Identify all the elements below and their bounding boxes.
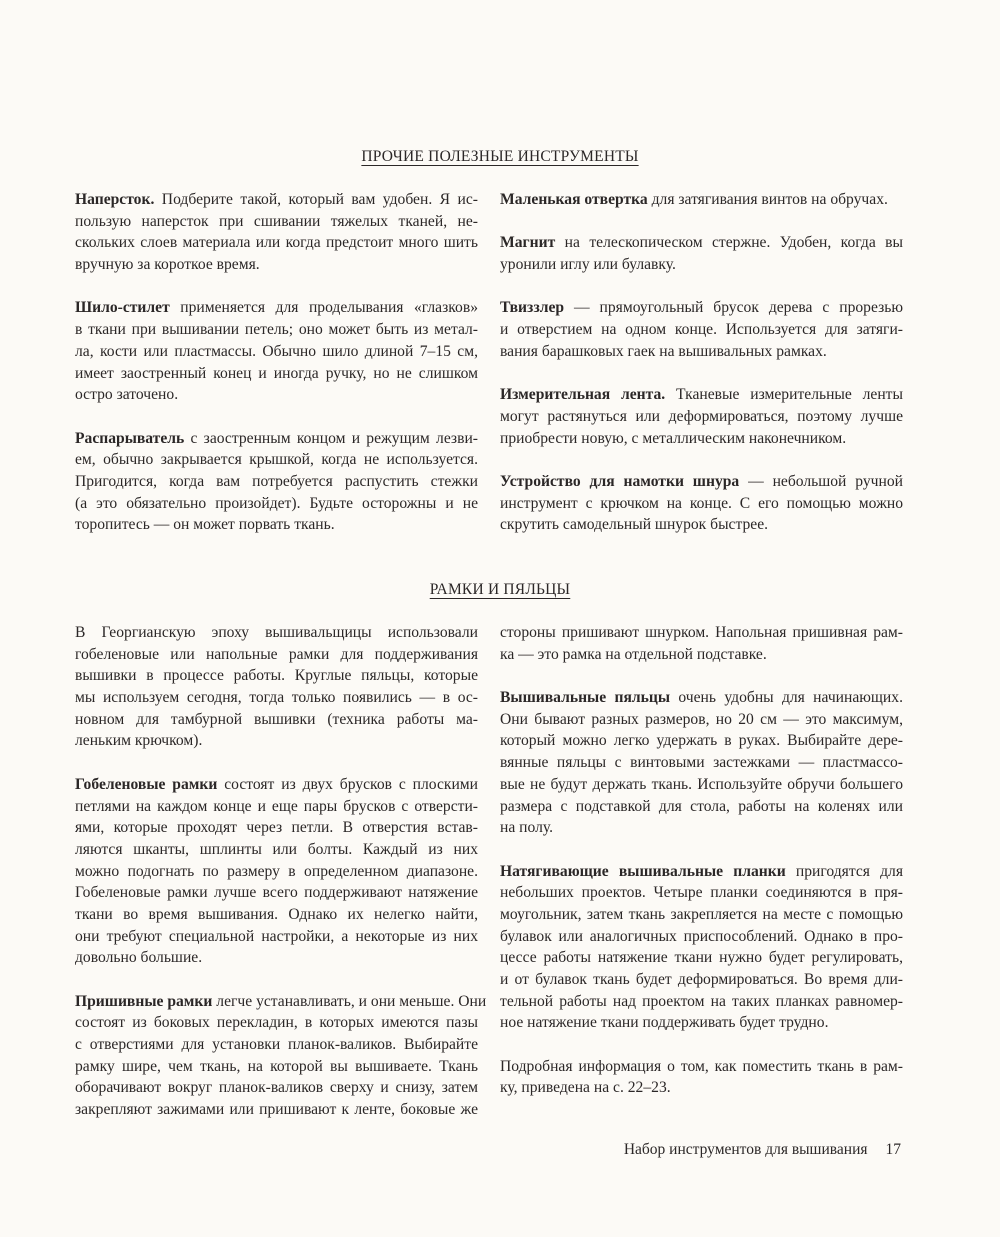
line-text: они требуют специальной настройки, а некоторые из них bbox=[75, 927, 478, 945]
line-text: состоят из двух брусков с плоскими bbox=[217, 775, 478, 793]
text-line bbox=[500, 1077, 903, 1099]
text-line bbox=[75, 363, 478, 385]
line-text: ное натяжение ткани поддерживать будет трудно. bbox=[500, 1014, 829, 1032]
line-text: и от булавок ткань будет деформироваться. Во время дли- bbox=[500, 971, 903, 988]
text-line bbox=[500, 319, 903, 341]
line-text: тельной работы над проектом на таких планках равномер- bbox=[500, 992, 903, 1010]
line-text: булавок или аналогичных приспособлений. Однако в про- bbox=[500, 927, 903, 945]
line-text: Пригодится, когда вам потребуется распустить стежки bbox=[75, 472, 478, 490]
line-text: можно подогнать по размеру в определенном диапазоне. bbox=[75, 862, 478, 880]
text-line bbox=[75, 471, 478, 493]
line-text: вянные пяльцы с винтовыми застежками — пластмассо- bbox=[500, 754, 903, 772]
line-text: ями, которые проходят через петли. В отверстия встав- bbox=[75, 819, 478, 837]
line-text: на полу. bbox=[500, 819, 554, 837]
term-heading: Распарыватель bbox=[75, 429, 185, 447]
text-line bbox=[75, 319, 478, 341]
text-line bbox=[500, 774, 903, 796]
text-line bbox=[500, 406, 903, 428]
text-line bbox=[500, 297, 903, 319]
text-line bbox=[75, 774, 478, 796]
text-line bbox=[500, 384, 903, 406]
text-line bbox=[75, 211, 478, 233]
line-text: небольших проектов. Четыре планки соединяются в пря- bbox=[500, 884, 903, 902]
text-line bbox=[500, 796, 903, 818]
text-line bbox=[75, 709, 478, 731]
section-2-left-column bbox=[75, 622, 487, 1143]
text-line bbox=[75, 839, 478, 861]
paragraph bbox=[500, 622, 903, 665]
paragraph bbox=[500, 189, 903, 211]
text-line bbox=[75, 449, 478, 471]
line-text: ка — это рамка на отдельной подставке. bbox=[500, 645, 767, 663]
line-text: очень удобны для начинающих. bbox=[670, 689, 903, 707]
text-line bbox=[75, 1099, 478, 1121]
line-text: и отверстием на одном конце. Используется для затяги- bbox=[500, 321, 903, 339]
paragraph bbox=[75, 991, 487, 1121]
text-line bbox=[500, 493, 903, 515]
paragraph bbox=[75, 622, 478, 752]
paragraph bbox=[500, 687, 903, 839]
line-text: ем, обычно закрывается крышкой, когда не используется. bbox=[75, 451, 478, 469]
line-text: ку, приведена на с. 22–23. bbox=[500, 1079, 671, 1097]
term-heading: Маленькая отвертка bbox=[500, 191, 648, 208]
text-line bbox=[75, 817, 478, 839]
text-line bbox=[75, 297, 478, 319]
text-line bbox=[500, 926, 903, 948]
term-heading: Вышивальные пяльцы bbox=[500, 689, 671, 707]
line-text: моугольник, затем ткань закрепляется на месте с помощью bbox=[500, 905, 903, 923]
text-line bbox=[500, 1012, 903, 1034]
line-text: в ткани при вышивании петель; оно может быть из метал- bbox=[75, 321, 478, 339]
page-footer bbox=[624, 1141, 901, 1159]
term-heading: Пришивные рамки bbox=[75, 992, 213, 1010]
paragraph bbox=[500, 861, 903, 1035]
line-text: стороны пришивают шнурком. Напольная пришивная рам- bbox=[500, 624, 903, 641]
text-line bbox=[500, 428, 903, 450]
term-heading: Магнит bbox=[500, 234, 556, 252]
text-line bbox=[500, 752, 903, 774]
line-text: состоят из боковых перекладин, в которых имеются пазы bbox=[75, 1014, 478, 1032]
section-2-right-column bbox=[500, 622, 903, 1121]
line-text: — прямоугольный брусок дерева с прорезью bbox=[564, 299, 903, 317]
line-text: — небольшой ручной bbox=[739, 472, 903, 490]
line-text: инструмент с крючком на конце. С его помощью можно bbox=[500, 494, 903, 512]
paragraph bbox=[500, 471, 903, 536]
line-text: уронили иглу или булавку. bbox=[500, 256, 676, 274]
line-text: остро заточено. bbox=[75, 386, 179, 404]
page-number: 17 bbox=[885, 1141, 901, 1158]
line-text: торопитесь — он может порвать ткань. bbox=[75, 516, 335, 534]
line-text: Тканевые измерительные ленты bbox=[665, 386, 903, 404]
text-line bbox=[75, 341, 478, 363]
line-text: вручную за короткое время. bbox=[75, 256, 260, 274]
line-text: леньким крючком). bbox=[75, 732, 203, 750]
paragraph bbox=[500, 384, 903, 449]
term-heading: Наперсток. bbox=[75, 191, 155, 208]
section-heading-other-tools: ПРОЧИЕ ПОЛЕЗНЫЕ ИНСТРУМЕНТЫ bbox=[361, 148, 639, 165]
line-text: оборачивают вокруг планок-валиков сверху и снизу, затем bbox=[75, 1079, 478, 1097]
line-text: закрепляют зажимами или пришивают к ленте, боковые же bbox=[75, 1101, 478, 1119]
line-text: ткани во время вышивания. Однако их нелегко найти, bbox=[75, 905, 478, 923]
text-line bbox=[75, 665, 478, 687]
paragraph bbox=[75, 774, 478, 969]
line-text: ла, кости или пластмассы. Обычно шило длиной 7–15 см, bbox=[75, 342, 478, 360]
text-line bbox=[75, 947, 478, 969]
line-text: рамку шире, чем ткань, на которой вы вышиваете. Ткань bbox=[75, 1057, 478, 1075]
line-text: В Георгианскую эпоху вышивальщицы использовали bbox=[75, 624, 478, 641]
line-text: пользую наперсток при сшивании тяжелых тканей, не- bbox=[75, 212, 478, 230]
text-line bbox=[500, 232, 903, 254]
text-line bbox=[75, 926, 478, 948]
line-text: гобеленовые или напольные рамки для поддерживания bbox=[75, 645, 478, 663]
text-line bbox=[500, 947, 903, 969]
text-line bbox=[500, 644, 903, 666]
section-1-right-column bbox=[500, 189, 903, 558]
section-1-left-column bbox=[75, 189, 478, 558]
text-line bbox=[75, 1056, 478, 1078]
term-heading: Твиззлер bbox=[500, 299, 565, 317]
text-line bbox=[500, 254, 903, 276]
line-text: ляются шканты, шплинты или болты. Каждый из них bbox=[75, 840, 478, 858]
paragraph bbox=[500, 232, 903, 275]
text-line bbox=[75, 254, 478, 276]
text-line bbox=[75, 861, 478, 883]
text-line bbox=[500, 189, 903, 211]
text-line bbox=[75, 189, 478, 211]
paragraph bbox=[75, 297, 478, 405]
line-text: могут растянуться или деформироваться, поэтому лучше bbox=[500, 407, 903, 425]
line-text: с заостренным концом и режущим лезви- bbox=[184, 429, 478, 447]
text-line bbox=[500, 1056, 903, 1078]
text-line bbox=[75, 493, 478, 515]
line-text: вышивки в процессе работы. Круглые пяльцы, которые bbox=[75, 667, 478, 685]
text-line bbox=[75, 1012, 478, 1034]
text-line bbox=[75, 232, 478, 254]
text-line bbox=[75, 428, 478, 450]
line-text: мы используем сегодня, тогда только появились — в ос- bbox=[75, 689, 478, 707]
text-line bbox=[500, 904, 903, 926]
line-text: на телескопическом стержне. Удобен, когда вы bbox=[555, 234, 903, 252]
line-text: Гобеленовые рамки лучше всего поддерживают натяжение bbox=[75, 884, 478, 902]
line-text: довольно большие. bbox=[75, 949, 203, 967]
paragraph bbox=[75, 189, 478, 276]
text-line bbox=[500, 341, 903, 363]
line-text: цессе работы натяжение ткани нужно будет регулировать, bbox=[500, 949, 903, 967]
line-text: для затягивания винтов на обручах. bbox=[647, 191, 888, 208]
text-line bbox=[500, 991, 903, 1013]
text-line bbox=[500, 882, 903, 904]
term-heading: Гобеленовые рамки bbox=[75, 775, 218, 793]
text-line bbox=[75, 644, 478, 666]
text-line bbox=[500, 514, 903, 536]
line-text: пригодятся для bbox=[785, 862, 903, 880]
text-line bbox=[75, 882, 478, 904]
paragraph bbox=[75, 428, 478, 536]
text-line bbox=[500, 861, 903, 883]
line-text: приобрести новую, с металлическим наконечником. bbox=[500, 429, 847, 447]
text-line bbox=[75, 991, 487, 1013]
line-text: скрутить самодельный шнурок быстрее. bbox=[500, 516, 769, 534]
section-heading-frames-hoops: РАМКИ И ПЯЛЬЦЫ bbox=[429, 581, 571, 598]
term-heading: Шило-стилет bbox=[75, 299, 170, 317]
text-line bbox=[75, 1077, 478, 1099]
line-text: имеет заостренный конец и иногда ручку, но не слишком bbox=[75, 364, 478, 382]
line-text: Они бывают разных размеров, но 20 см — это максимум, bbox=[500, 710, 903, 728]
line-text: Подробная информация о том, как поместить ткань в рам- bbox=[500, 1057, 903, 1075]
text-line bbox=[75, 796, 478, 818]
line-text: размера с подставкой для стола, работы на коленях или bbox=[500, 797, 903, 815]
text-line bbox=[75, 622, 478, 644]
line-text: новном для тамбурной вышивки (техника работы ма- bbox=[75, 710, 478, 728]
paragraph bbox=[500, 1056, 903, 1099]
line-text: легче устанавливать, и они меньше. Они bbox=[212, 992, 487, 1010]
text-line bbox=[500, 969, 903, 991]
text-line bbox=[500, 709, 903, 731]
text-line bbox=[75, 730, 478, 752]
text-line bbox=[75, 904, 478, 926]
text-line bbox=[75, 1034, 478, 1056]
term-heading: Натягивающие вышивальные планки bbox=[500, 862, 786, 880]
line-text: (а это обязательно произойдет). Будьте осторожны и не bbox=[75, 494, 478, 512]
text-line bbox=[75, 687, 478, 709]
text-line bbox=[500, 622, 903, 644]
line-text: скольких слоев материала или когда предстоит много шить bbox=[75, 234, 478, 252]
line-text: вания барашковых гаек на вышивальных рамках. bbox=[500, 342, 827, 360]
line-text: Подберите такой, который вам удобен. Я ис- bbox=[154, 191, 478, 208]
line-text: с отверстиями для установки планок-валиков. Выбирайте bbox=[75, 1036, 478, 1054]
term-heading: Измерительная лента. bbox=[500, 386, 666, 404]
line-text: петлями на каждом конце и еще пары брусков с отверсти- bbox=[75, 797, 478, 815]
text-line bbox=[500, 730, 903, 752]
paragraph bbox=[500, 297, 903, 362]
text-line bbox=[500, 817, 903, 839]
text-line bbox=[500, 471, 903, 493]
term-heading: Устройство для намотки шнура bbox=[500, 472, 740, 490]
running-title: Набор инструментов для вышивания bbox=[623, 1141, 868, 1158]
text-line bbox=[75, 514, 478, 536]
text-line bbox=[500, 687, 903, 709]
text-line bbox=[75, 384, 478, 406]
line-text: применяется для проделывания «глазков» bbox=[169, 299, 478, 317]
line-text: вые не будут держать ткань. Используйте обручи большего bbox=[500, 775, 903, 793]
line-text: который можно легко удержать в руках. Выбирайте дере- bbox=[500, 732, 903, 750]
